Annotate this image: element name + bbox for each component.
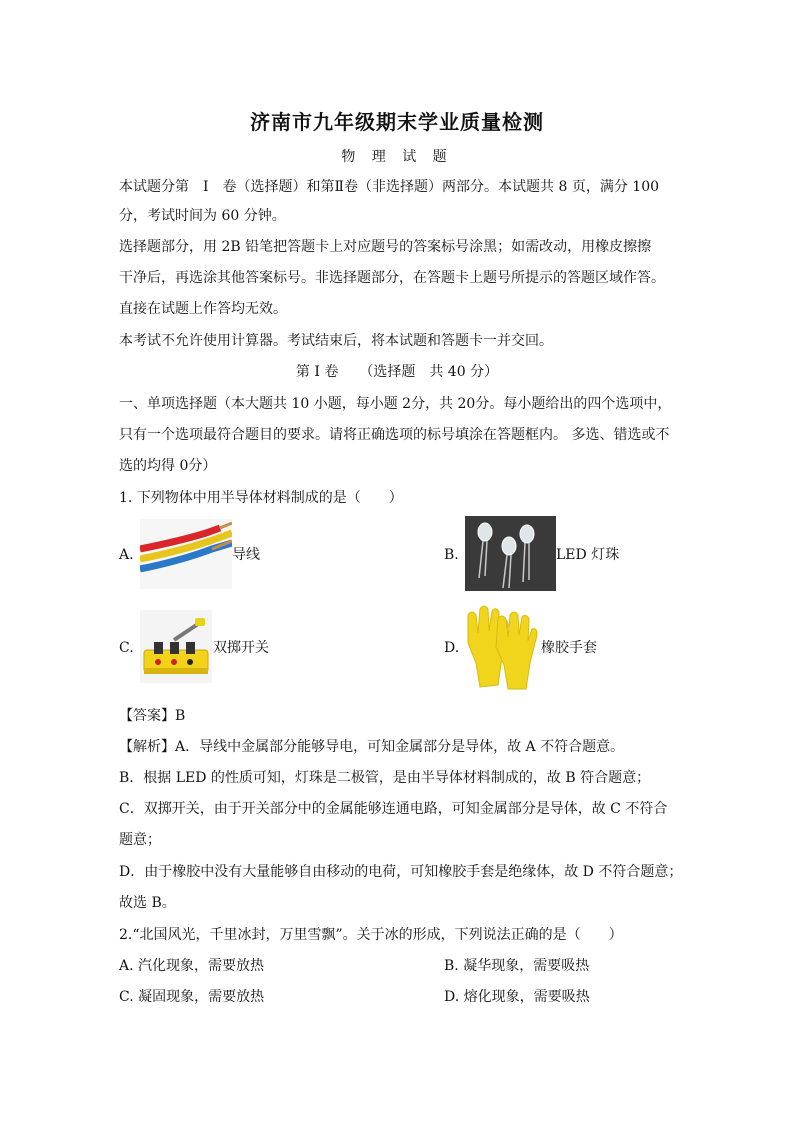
analysis-line: B．根据 LED 的性质可知，灯珠是二极管，是由半导体材料制成的，故 B 符合题意； [119,770,651,786]
option-d-letter: D. [444,640,460,656]
q2-option-d: D. 熔化现象，需要吸热 [444,989,590,1005]
instruction-line: 本试题分第 I 卷（选择题）和第Ⅱ卷（非选择题）两部分。本试题共 8 页，满分 100 [119,179,660,195]
option-a-label: 导线 [232,547,260,563]
q2-option-c: C. 凝固现象，需要放热 [119,989,265,1005]
instruction-line: 直接在试题上作答均无效。 [119,301,287,317]
answer-line: 【答案】B [119,708,186,724]
option-b-label: LED 灯珠 [556,547,620,563]
page-subtitle: 物 理 试 题 [341,149,453,165]
instruction-line: 干净后，再选涂其他答案标号。非选择题部分，在答题卡上题号所提示的答题区域作答。 [119,270,665,286]
section-intro-line: 一、单项选择题（本大题共 10 小题，每小题 2分，共 20分。每小题给出的四个选项中， [119,396,672,412]
option-b-letter: B. [444,547,459,563]
section-heading: 第 I 卷 （选择题 共 40 分） [295,364,499,380]
page-title: 济南市九年级期末学业质量检测 [250,110,544,134]
q2-option-a: A. 汽化现象，需要放热 [119,958,265,974]
switch-image [140,610,212,683]
instruction-line: 本考试不允许使用计算器。考试结束后，将本试题和答题卡一并交回。 [119,333,553,349]
question-1-stem: 1. 下列物体中用半导体材料制成的是（ ） [119,490,403,506]
analysis-line: D．由于橡胶中没有大量能够自由移动的电荷，可知橡胶手套是绝缘体，故 D 不符合题意； [119,864,683,880]
analysis-line: C．双掷开关，由于开关部分中的金属能够连通电路，可知金属部分是导体，故 C 不符合 [119,801,668,817]
glove-image [462,603,540,691]
analysis-line: 【解析】A．导线中金属部分能够导电，可知金属部分是导体，故 A 不符合题意。 [119,739,625,755]
wire-image [140,519,232,589]
led-image [465,516,556,591]
section-intro-line: 只有一个选项最符合题目的要求。请将正确选项的标号填涂在答题框内。 多选、错选或不 [119,427,670,443]
instruction-line: 选择题部分，用 2B 铅笔把答题卡上对应题号的答案标号涂黑；如需改动，用橡皮擦擦 [119,239,652,255]
question-2-stem: 2.“北国风光，千里冰封，万里雪飘”。关于冰的形成，下列说法正确的是（ ） [119,927,623,943]
option-c-letter: C. [119,640,134,656]
section-intro-line: 选的均得 0分） [119,458,217,474]
analysis-line: 故选 B。 [119,895,176,911]
analysis-line: 题意； [119,832,161,848]
option-d-label: 橡胶手套 [541,640,597,656]
instruction-line: 分，考试时间为 60 分钟。 [119,208,286,224]
option-c-label: 双掷开关 [213,640,269,656]
option-a-letter: A. [119,547,134,563]
q2-option-b: B. 凝华现象，需要吸热 [444,958,590,974]
